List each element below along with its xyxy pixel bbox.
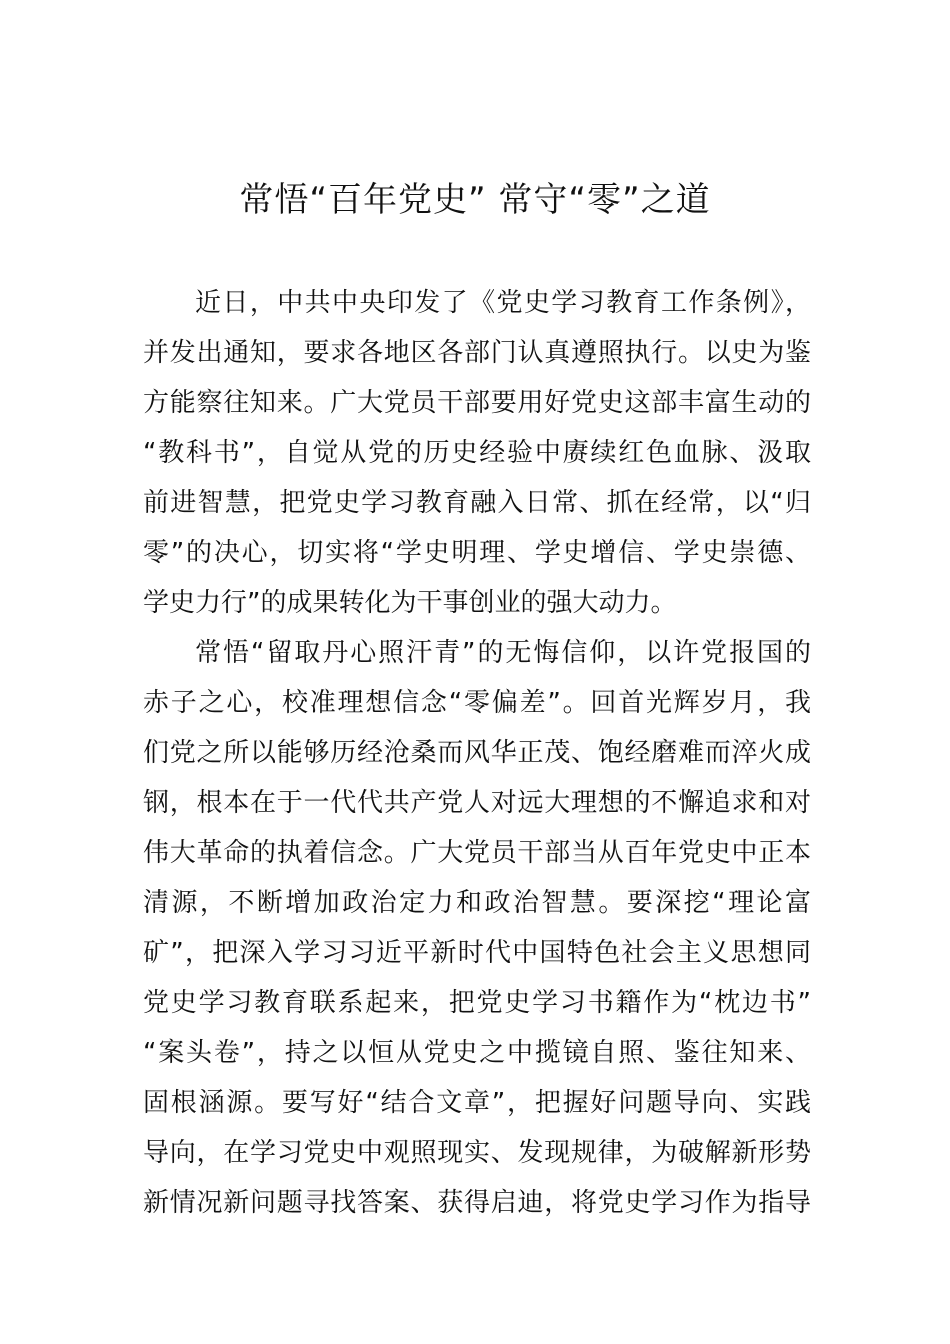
text-line: “案头卷”，持之以恒从党史之中揽镜自照、鉴往知来、	[143, 1038, 811, 1068]
text-line: 固根涵源。要写好“结合文章”，把握好问题导向、实践	[143, 1088, 811, 1118]
text-line: 导向，在学习党史中观照现实、发现规律，为破解新形势	[143, 1138, 811, 1168]
text-line: 新情况新问题寻找答案、获得启迪，将党史学习作为指导	[143, 1188, 811, 1218]
text-line: 方能察往知来。广大党员干部要用好党史这部丰富生动的	[143, 388, 811, 418]
text-line: 党史学习教育联系起来，把党史学习书籍作为“枕边书”	[143, 988, 811, 1018]
text-line: 并发出通知，要求各地区各部门认真遵照执行。以史为鉴	[143, 338, 811, 368]
text-line: 前进智慧，把党史学习教育融入日常、抓在经常，以“归	[143, 488, 811, 518]
text-line: 零”的决心，切实将“学史明理、学史增信、学史崇德、	[143, 538, 811, 568]
text-line: 们党之所以能够历经沧桑而风华正茂、饱经磨难而淬火成	[143, 738, 811, 768]
text-line: 赤子之心，校准理想信念“零偏差”。回首光辉岁月，我	[143, 688, 811, 718]
text-line: 学史力行”的成果转化为干事创业的强大动力。	[143, 588, 677, 618]
text-line: 钢，根本在于一代代共产党人对远大理想的不懈追求和对	[143, 788, 811, 818]
text-line: 近日，中共中央印发了《党史学习教育工作条例》，	[195, 288, 811, 318]
text-line: “教科书”，自觉从党的历史经验中赓续红色血脉、汲取	[143, 438, 811, 468]
text-line: 伟大革命的执着信念。广大党员干部当从百年党史中正本	[143, 838, 811, 868]
text-line: 矿”，把深入学习习近平新时代中国特色社会主义思想同	[143, 938, 811, 968]
document-title: 常悟“百年党史” 常守“零”之道	[239, 180, 711, 220]
text-line: 常悟“留取丹心照汗青”的无悔信仰，以许党报国的	[195, 638, 811, 668]
document-body	[143, 278, 811, 1228]
text-line: 清源，不断增加政治定力和政治智慧。要深挖“理论富	[143, 888, 811, 918]
